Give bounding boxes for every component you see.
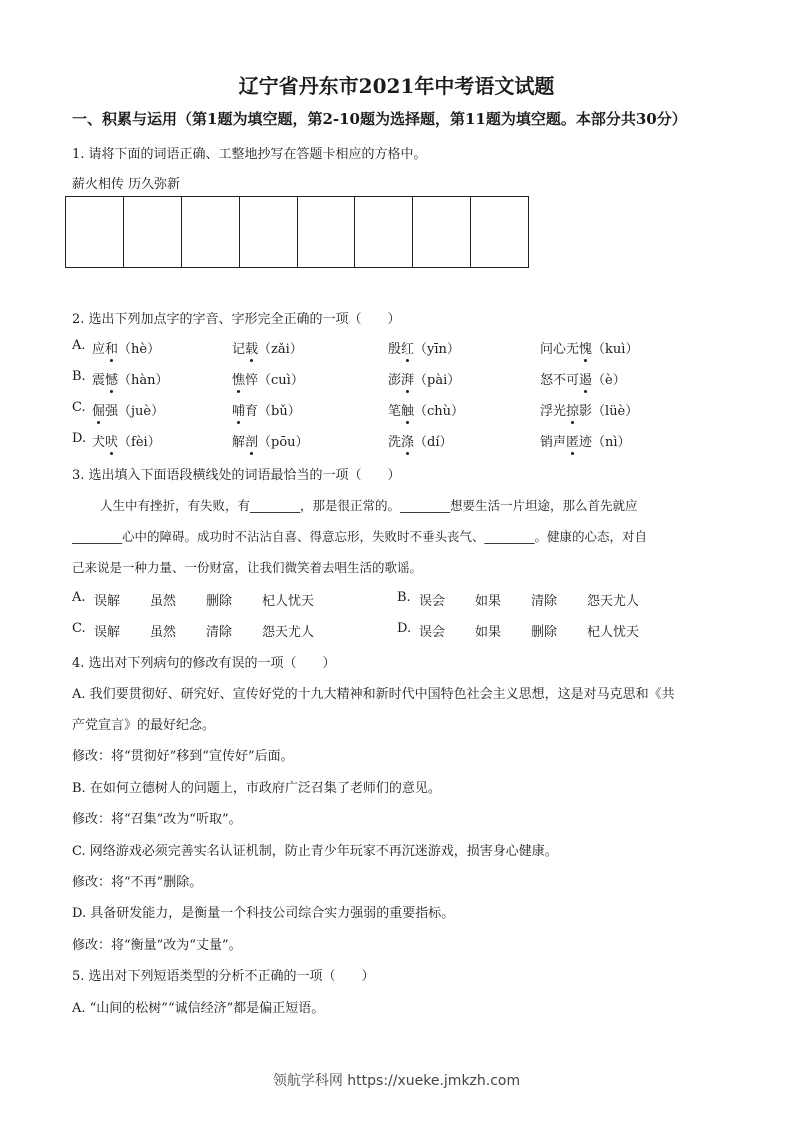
section-heading: 一、积累与运用（第1题为填空题，第2-10题为选择题，第11题为填空题。本部分共30分） — [72, 110, 687, 128]
dotted-character: 剖 — [245, 435, 259, 450]
dotted-character: 愧 — [579, 342, 593, 357]
question-4-line: 修改：将“衡量”改为“丈量”。 — [72, 938, 242, 953]
question-4-line: A. 我们要贯彻好、研究好、宣传好党的十九大精神和新时代中国特色社会主义思想，这是对马克思和《共 — [72, 687, 675, 702]
option-letter: B. — [72, 369, 86, 384]
dotted-character: 和 — [105, 342, 119, 357]
question-1-stem: 1. 请将下面的词语正确、工整地抄写在答题卡相应的方格中。 — [72, 147, 427, 162]
question-3-stem: 3. 选出填入下面语段横线处的词语最恰当的一项（ ） — [72, 468, 401, 483]
option-word: 哺育（bǔ） — [232, 404, 301, 419]
option-word: 记载（zǎi） — [232, 342, 303, 357]
option-word: 问心无愧（kuì） — [540, 342, 639, 357]
answer-cell — [298, 197, 356, 267]
option-word: 应和（hè） — [92, 342, 161, 357]
option-word: 如果 — [475, 625, 502, 640]
option-word: 倔强（juè） — [92, 404, 165, 419]
question-4-line: 修改：将“不再”删除。 — [72, 875, 203, 890]
page-title: 辽宁省丹东市2021年中考语文试题 — [238, 74, 555, 98]
dotted-character: 遏 — [579, 373, 593, 388]
option-word: 如果 — [475, 594, 502, 609]
option-word: 洗涤（dí） — [388, 435, 453, 450]
question-4-line: C. 网络游戏必须完善实名认证机制，防止青少年玩家不再沉迷游戏，损害身心健康。 — [72, 844, 558, 859]
option-word: 误会 — [419, 625, 446, 640]
option-word: 清除 — [531, 594, 558, 609]
answer-cell — [471, 197, 528, 267]
question-4-stem: 4. 选出对下列病句的修改有误的一项（ ） — [72, 656, 336, 671]
option-word: 犬吠（fèi） — [92, 435, 161, 450]
answer-cell — [182, 197, 240, 267]
option-word: 浮光掠影（lüè） — [540, 404, 639, 419]
question-3-passage-line: ________心中的障碍。成功时不沾沾自喜、得意忘形，失败时不垂头丧气、________。健康的心态，对自 — [72, 529, 648, 544]
footer-watermark: 领航学科网 https://xueke.jmkzh.com — [272, 1073, 521, 1089]
option-word: 虽然 — [150, 594, 177, 609]
dotted-character: 倔 — [92, 404, 106, 419]
option-word: 销声匿迹（nì） — [540, 435, 631, 450]
dotted-character: 哺 — [232, 404, 246, 419]
question-2-stem: 2. 选出下列加点字的字音、字形完全正确的一项（ ） — [72, 312, 401, 327]
question-3-passage-line: 人生中有挫折，有失败，有________，那是很正常的。________想要生活一片坦途，那么首先就应 — [100, 498, 638, 513]
dotted-character: 载 — [245, 342, 259, 357]
option-letter: D. — [72, 431, 87, 446]
question-3-passage-line: 己来说是一种力量、一份财富，让我们微笑着去唱生活的歌谣。 — [72, 560, 423, 575]
dotted-character: 湃 — [401, 373, 415, 388]
option-word: 误会 — [419, 594, 446, 609]
dotted-character: 吠 — [105, 435, 119, 450]
option-letter: C. — [72, 400, 86, 415]
option-letter: C. — [72, 621, 86, 636]
option-word: 澎湃（pài） — [388, 373, 461, 388]
option-word: 删除 — [206, 594, 233, 609]
option-letter: A. — [72, 590, 86, 605]
dotted-character: 红 — [401, 342, 415, 357]
dotted-character: 触 — [401, 404, 415, 419]
dotted-character: 涤 — [401, 435, 415, 450]
answer-grid — [65, 196, 529, 268]
option-word: 清除 — [206, 625, 233, 640]
answer-cell — [66, 197, 124, 267]
option-word: 怒不可遏（è） — [540, 373, 626, 388]
option-word: 笔触（chù） — [388, 404, 465, 419]
answer-cell — [413, 197, 471, 267]
option-word: 杞人忧天 — [262, 594, 315, 609]
option-word: 憔悴（cuì） — [232, 373, 304, 388]
option-word: 解剖（pōu） — [232, 435, 309, 450]
question-4-line: 产党宣言》的最好纪念。 — [72, 718, 216, 733]
option-word: 删除 — [531, 625, 558, 640]
dotted-character: 憔 — [232, 373, 246, 388]
question-5-option: A. “山间的松树”“诚信经济”都是偏正短语。 — [72, 1001, 325, 1016]
option-word: 怨天尤人 — [262, 625, 315, 640]
answer-cell — [240, 197, 298, 267]
question-4-line: 修改：将“贯彻好”移到“宣传好”后面。 — [72, 749, 294, 764]
option-letter: B. — [397, 590, 411, 605]
option-word: 误解 — [94, 625, 121, 640]
option-letter: A. — [72, 338, 86, 353]
question-4-line: B. 在如何立德树人的问题上，市政府广泛召集了老师们的意见。 — [72, 781, 441, 796]
question-4-line: D. 具备研发能力，是衡量一个科技公司综合实力强弱的重要指标。 — [72, 906, 455, 921]
question-1-words: 薪火相传 历久弥新 — [72, 177, 181, 192]
option-word: 虽然 — [150, 625, 177, 640]
dotted-character: 憾 — [105, 373, 119, 388]
question-4-line: 修改：将“召集”改为“听取”。 — [72, 812, 242, 827]
dotted-character: 匿 — [566, 435, 580, 450]
option-word: 杞人忧天 — [587, 625, 640, 640]
answer-cell — [355, 197, 413, 267]
option-word: 误解 — [94, 594, 121, 609]
option-word: 殷红（yīn） — [388, 342, 460, 357]
answer-cell — [124, 197, 182, 267]
option-word: 怨天尤人 — [587, 594, 640, 609]
option-word: 震憾（hàn） — [92, 373, 169, 388]
question-5-stem: 5. 选出对下列短语类型的分析不正确的一项（ ） — [72, 969, 375, 984]
dotted-character: 掠 — [566, 404, 580, 419]
option-letter: D. — [397, 621, 412, 636]
